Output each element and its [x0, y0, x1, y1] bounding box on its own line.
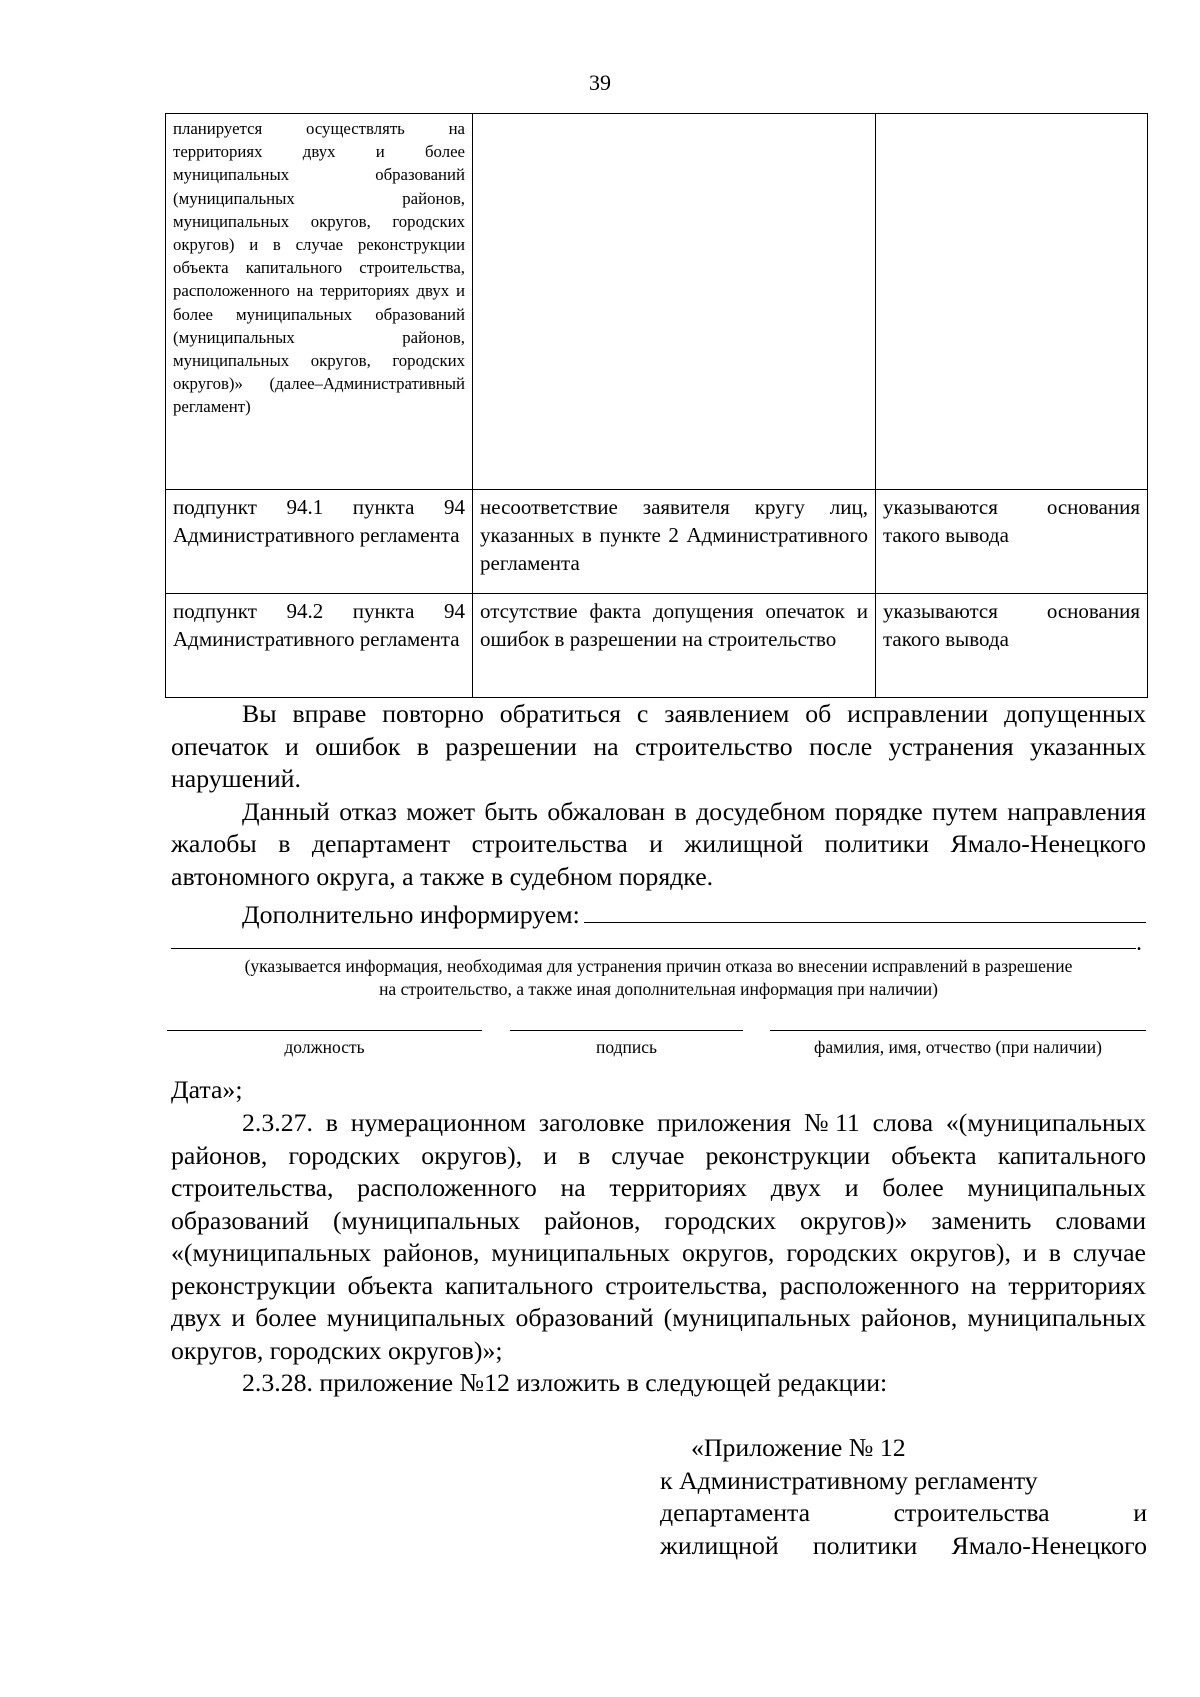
hint-line: (указывается информация, необходимая для устранения причин отказа во внесении исправлений в разрешение: [244, 956, 1073, 976]
amendments-block: [171, 1107, 1146, 1400]
additional-info-blank: [584, 898, 1146, 923]
appendix-line: департамента строительства и: [660, 1498, 1147, 1527]
appendix-line: жилищной политики Ямало-Ненецкого: [660, 1530, 1147, 1560]
appendix-line: к Административному регламенту: [660, 1465, 1038, 1495]
refusal-grounds-table: [165, 113, 1148, 698]
notice-block: [171, 698, 1146, 893]
appendix-title: «Приложение № 12: [691, 1433, 906, 1462]
date-label: Дата»;: [171, 1075, 243, 1104]
table-row: [166, 490, 1148, 594]
appeal-paragraph: Данный отказ может быть обжалован в досудебном порядке путем направления жалобы в департамент строительства и жилищной политики Ямало-Ненецкого автономного округа, а также в судебном порядке.: [171, 796, 1146, 891]
name-signature-line: [770, 1030, 1146, 1031]
additional-info-hint: [171, 955, 1146, 1001]
additional-info-end-dot: .: [1136, 930, 1142, 956]
additional-info-blank-2: [171, 948, 1136, 949]
table-cell: несоответствие заявителя кругу лиц, указанных в пункте 2 Административного регламента: [473, 490, 876, 594]
sign-signature-line: [510, 1030, 743, 1031]
additional-info-line: [171, 898, 1146, 932]
table-cell: подпункт 94.2 пункта 94 Административного регламента: [166, 594, 473, 698]
hint-line: на строительство, а также иная дополнительная информация при наличии): [379, 979, 938, 999]
table-cell: [876, 114, 1148, 490]
sign-caption: подпись: [596, 1037, 657, 1057]
table-cell: подпункт 94.1 пункта 94 Административного регламента: [166, 490, 473, 594]
page-number: 39: [589, 70, 611, 95]
table-cell: [473, 114, 876, 490]
amendment-2-3-27: 2.3.27. в нумерационном заголовке приложения №11 слова «(муниципальных районов, городских округов), и в случае реконструкции объекта капитального строительства, расположенного на территориях двух и более муниципальных образований (муниципальных районов, городских округов)» заменить словами «(муниципальных районов, муниципальных округов, городских округов), и в случае реконструкции объекта капитального строительства, расположенного на территориях двух и более муниципальных образований (муниципальных районов, муниципальных округов, городских округов)»;: [171, 1108, 1146, 1365]
table-cell: планируется осуществлять на территориях двух и более муниципальных образований (муниципальных районов, муниципальных округов, городских округов) и в случае реконструкции объекта капитального строительства, расположенного на территориях двух и более муниципальных образований (муниципальных районов, муниципальных округов, городских округов)» (далее–Административный регламент): [166, 114, 473, 490]
additional-info-label: Дополнительно информируем:: [242, 900, 580, 929]
table-cell: указываются основания такого вывода: [876, 594, 1148, 698]
table-cell: отсутствие факта допущения опечаток и ошибок в разрешении на строительство: [473, 594, 876, 698]
table-cell: указываются основания такого вывода: [876, 490, 1148, 594]
amendment-2-3-28: 2.3.28. приложение №12 изложить в следующей редакции:: [242, 1368, 888, 1397]
name-caption: фамилия, имя, отчество (при наличии): [814, 1037, 1102, 1057]
appendix-header: [660, 1432, 1147, 1562]
table-row: [166, 114, 1148, 490]
reapply-paragraph: Вы вправе повторно обратиться с заявлением об исправлении допущенных опечаток и ошибок в разрешении на строительство после устранения указанных нарушений.: [171, 699, 1146, 793]
position-caption: должность: [284, 1037, 365, 1057]
position-signature-line: [167, 1030, 482, 1031]
table-row: [166, 594, 1148, 698]
